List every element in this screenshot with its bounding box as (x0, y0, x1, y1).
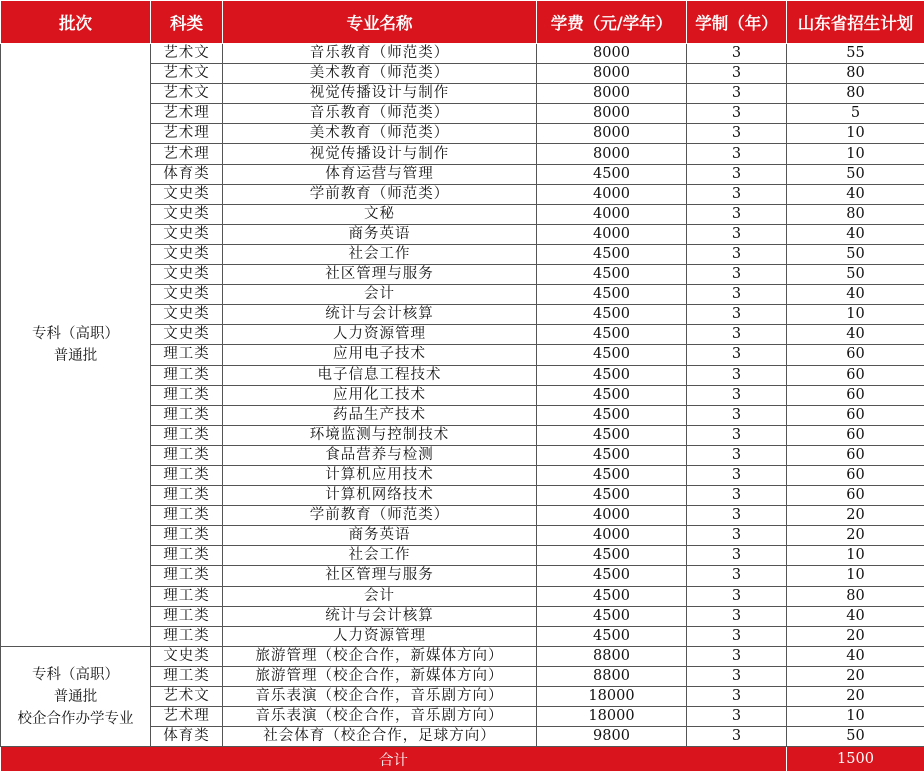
major-name-cell: 音乐教育（师范类） (223, 104, 537, 124)
quota-cell: 55 (787, 44, 924, 64)
category-cell: 文史类 (151, 244, 223, 264)
major-name-cell: 人力资源管理 (223, 325, 537, 345)
duration-cell: 3 (687, 244, 787, 264)
tuition-cell: 18000 (537, 707, 687, 727)
major-name-cell: 社会工作 (223, 546, 537, 566)
tuition-cell: 4000 (537, 526, 687, 546)
tuition-cell: 4500 (537, 566, 687, 586)
duration-cell: 3 (687, 707, 787, 727)
category-cell: 艺术文 (151, 44, 223, 64)
category-cell: 艺术理 (151, 144, 223, 164)
major-name-cell: 社会工作 (223, 244, 537, 264)
duration-cell: 3 (687, 727, 787, 747)
quota-cell: 40 (787, 184, 924, 204)
major-name-cell: 学前教育（师范类） (223, 506, 537, 526)
tuition-cell: 4000 (537, 204, 687, 224)
tuition-cell: 4500 (537, 445, 687, 465)
duration-cell: 3 (687, 365, 787, 385)
tuition-cell: 4500 (537, 305, 687, 325)
tuition-cell: 4500 (537, 586, 687, 606)
quota-cell: 60 (787, 345, 924, 365)
batch-line: 普通批 (53, 688, 98, 705)
header-major-name: 专业名称 (223, 1, 537, 44)
major-name-cell: 环境监测与控制技术 (223, 425, 537, 445)
major-name-cell: 文秘 (223, 204, 537, 224)
quota-cell: 40 (787, 224, 924, 244)
category-cell: 文史类 (151, 646, 223, 666)
quota-cell: 50 (787, 164, 924, 184)
duration-cell: 3 (687, 526, 787, 546)
category-cell: 理工类 (151, 506, 223, 526)
duration-cell: 3 (687, 385, 787, 405)
quota-cell: 50 (787, 727, 924, 747)
tuition-cell: 4500 (537, 345, 687, 365)
tuition-cell: 4500 (537, 365, 687, 385)
tuition-cell: 4000 (537, 506, 687, 526)
major-name-cell: 食品营养与检测 (223, 445, 537, 465)
tuition-cell: 4500 (537, 244, 687, 264)
quota-cell: 10 (787, 305, 924, 325)
major-name-cell: 会计 (223, 285, 537, 305)
major-name-cell: 音乐表演（校企合作，音乐剧方向） (223, 687, 537, 707)
header-batch: 批次 (1, 1, 151, 44)
category-cell: 文史类 (151, 325, 223, 345)
major-name-cell: 视觉传播设计与制作 (223, 84, 537, 104)
quota-cell: 60 (787, 405, 924, 425)
major-name-cell: 音乐表演（校企合作，音乐剧方向） (223, 707, 537, 727)
category-cell: 理工类 (151, 365, 223, 385)
tuition-cell: 8800 (537, 646, 687, 666)
tuition-cell: 4500 (537, 626, 687, 646)
table-header (1, 1, 924, 44)
quota-cell: 60 (787, 465, 924, 485)
category-cell: 文史类 (151, 305, 223, 325)
tuition-cell: 4000 (537, 224, 687, 244)
quota-cell: 20 (787, 506, 924, 526)
header-category: 科类 (151, 1, 223, 44)
duration-cell: 3 (687, 325, 787, 345)
category-cell: 文史类 (151, 285, 223, 305)
tuition-cell: 8000 (537, 44, 687, 64)
major-name-cell: 药品生产技术 (223, 405, 537, 425)
tuition-cell: 4500 (537, 285, 687, 305)
major-name-cell: 计算机网络技术 (223, 486, 537, 506)
category-cell: 艺术理 (151, 707, 223, 727)
quota-cell: 40 (787, 606, 924, 626)
quota-cell: 60 (787, 385, 924, 405)
category-cell: 理工类 (151, 526, 223, 546)
batch-line: 普通批 (53, 347, 98, 364)
duration-cell: 3 (687, 64, 787, 84)
quota-cell: 20 (787, 626, 924, 646)
category-cell: 理工类 (151, 666, 223, 686)
tuition-cell: 8000 (537, 124, 687, 144)
category-cell: 文史类 (151, 184, 223, 204)
category-cell: 理工类 (151, 626, 223, 646)
major-name-cell: 体育运营与管理 (223, 164, 537, 184)
quota-cell: 60 (787, 425, 924, 445)
total-value: 1500 (787, 747, 924, 772)
header-shandong-quota: 山东省招生计划 (787, 1, 924, 44)
quota-cell: 20 (787, 687, 924, 707)
quota-cell: 60 (787, 445, 924, 465)
tuition-cell: 4500 (537, 164, 687, 184)
batch-cell (1, 44, 151, 647)
category-cell: 理工类 (151, 606, 223, 626)
quota-cell: 40 (787, 325, 924, 345)
category-cell: 艺术文 (151, 64, 223, 84)
quota-cell: 20 (787, 666, 924, 686)
quota-cell: 40 (787, 646, 924, 666)
batch-line: 校企合作办学专业 (17, 710, 134, 727)
duration-cell: 3 (687, 445, 787, 465)
tuition-cell: 4500 (537, 385, 687, 405)
duration-cell: 3 (687, 144, 787, 164)
quota-cell: 60 (787, 486, 924, 506)
category-cell: 理工类 (151, 566, 223, 586)
major-name-cell: 美术教育（师范类） (223, 124, 537, 144)
quota-cell: 80 (787, 84, 924, 104)
quota-cell: 10 (787, 707, 924, 727)
duration-cell: 3 (687, 184, 787, 204)
duration-cell: 3 (687, 606, 787, 626)
major-name-cell: 旅游管理（校企合作，新媒体方向） (223, 646, 537, 666)
tuition-cell: 4500 (537, 265, 687, 285)
duration-cell: 3 (687, 566, 787, 586)
duration-cell: 3 (687, 546, 787, 566)
quota-cell: 10 (787, 566, 924, 586)
category-cell: 理工类 (151, 425, 223, 445)
category-cell: 体育类 (151, 727, 223, 747)
category-cell: 艺术文 (151, 84, 223, 104)
tuition-cell: 4500 (537, 486, 687, 506)
duration-cell: 3 (687, 586, 787, 606)
quota-cell: 60 (787, 365, 924, 385)
table-body (1, 44, 924, 747)
major-name-cell: 电子信息工程技术 (223, 365, 537, 385)
quota-cell: 40 (787, 285, 924, 305)
category-cell: 艺术理 (151, 124, 223, 144)
major-name-cell: 商务英语 (223, 526, 537, 546)
duration-cell: 3 (687, 305, 787, 325)
duration-cell: 3 (687, 425, 787, 445)
major-name-cell: 统计与会计核算 (223, 305, 537, 325)
quota-cell: 5 (787, 104, 924, 124)
tuition-cell: 4500 (537, 425, 687, 445)
major-name-cell: 社区管理与服务 (223, 566, 537, 586)
table-row (1, 44, 924, 64)
tuition-cell: 8000 (537, 84, 687, 104)
category-cell: 体育类 (151, 164, 223, 184)
major-name-cell: 会计 (223, 586, 537, 606)
batch-line: 专科（高职） (32, 666, 119, 683)
table-row (1, 646, 924, 666)
major-name-cell: 社区管理与服务 (223, 265, 537, 285)
quota-cell: 10 (787, 546, 924, 566)
major-name-cell: 社会体育（校企合作，足球方向） (223, 727, 537, 747)
category-cell: 理工类 (151, 405, 223, 425)
category-cell: 理工类 (151, 445, 223, 465)
duration-cell: 3 (687, 84, 787, 104)
duration-cell: 3 (687, 345, 787, 365)
quota-cell: 50 (787, 265, 924, 285)
tuition-cell: 8000 (537, 144, 687, 164)
major-name-cell: 商务英语 (223, 224, 537, 244)
batch-line: 专科（高职） (32, 325, 119, 342)
total-label: 合计 (1, 747, 787, 772)
major-name-cell: 美术教育（师范类） (223, 64, 537, 84)
duration-cell: 3 (687, 285, 787, 305)
category-cell: 理工类 (151, 385, 223, 405)
duration-cell: 3 (687, 104, 787, 124)
category-cell: 文史类 (151, 204, 223, 224)
major-name-cell: 人力资源管理 (223, 626, 537, 646)
major-name-cell: 应用电子技术 (223, 345, 537, 365)
category-cell: 理工类 (151, 465, 223, 485)
quota-cell: 80 (787, 204, 924, 224)
duration-cell: 3 (687, 405, 787, 425)
major-name-cell: 计算机应用技术 (223, 465, 537, 485)
table-footer (1, 747, 924, 772)
category-cell: 艺术理 (151, 104, 223, 124)
category-cell: 文史类 (151, 224, 223, 244)
duration-cell: 3 (687, 204, 787, 224)
duration-cell: 3 (687, 506, 787, 526)
major-name-cell: 应用化工技术 (223, 385, 537, 405)
quota-cell: 20 (787, 526, 924, 546)
major-name-cell: 音乐教育（师范类） (223, 44, 537, 64)
quota-cell: 50 (787, 244, 924, 264)
major-name-cell: 视觉传播设计与制作 (223, 144, 537, 164)
duration-cell: 3 (687, 666, 787, 686)
major-name-cell: 统计与会计核算 (223, 606, 537, 626)
duration-cell: 3 (687, 646, 787, 666)
category-cell: 理工类 (151, 345, 223, 365)
tuition-cell: 8000 (537, 64, 687, 84)
tuition-cell: 4000 (537, 184, 687, 204)
quota-cell: 10 (787, 144, 924, 164)
header-tuition: 学费（元/学年） (537, 1, 687, 44)
category-cell: 艺术文 (151, 687, 223, 707)
tuition-cell: 18000 (537, 687, 687, 707)
duration-cell: 3 (687, 124, 787, 144)
tuition-cell: 9800 (537, 727, 687, 747)
tuition-cell: 4500 (537, 546, 687, 566)
category-cell: 理工类 (151, 586, 223, 606)
category-cell: 理工类 (151, 546, 223, 566)
tuition-cell: 4500 (537, 465, 687, 485)
major-name-cell: 学前教育（师范类） (223, 184, 537, 204)
category-cell: 文史类 (151, 265, 223, 285)
duration-cell: 3 (687, 626, 787, 646)
duration-cell: 3 (687, 687, 787, 707)
duration-cell: 3 (687, 465, 787, 485)
duration-cell: 3 (687, 265, 787, 285)
batch-cell (1, 646, 151, 746)
quota-cell: 80 (787, 64, 924, 84)
tuition-cell: 8000 (537, 104, 687, 124)
quota-cell: 80 (787, 586, 924, 606)
tuition-cell: 4500 (537, 325, 687, 345)
duration-cell: 3 (687, 224, 787, 244)
quota-cell: 10 (787, 124, 924, 144)
duration-cell: 3 (687, 164, 787, 184)
tuition-cell: 4500 (537, 405, 687, 425)
tuition-cell: 8800 (537, 666, 687, 686)
major-name-cell: 旅游管理（校企合作，新媒体方向） (223, 666, 537, 686)
duration-cell: 3 (687, 44, 787, 64)
tuition-cell: 4500 (537, 606, 687, 626)
category-cell: 理工类 (151, 486, 223, 506)
duration-cell: 3 (687, 486, 787, 506)
header-duration: 学制（年） (687, 1, 787, 44)
